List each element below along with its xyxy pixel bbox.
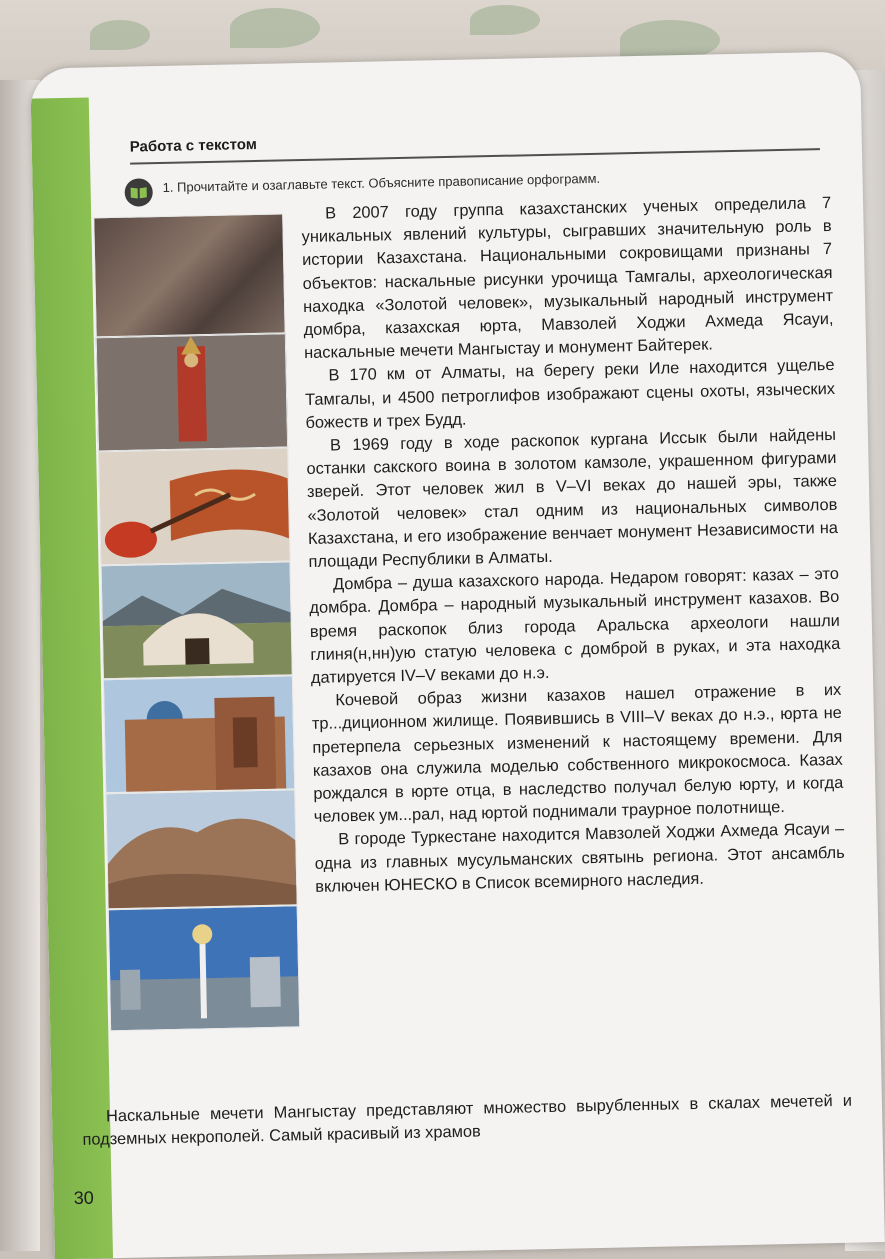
yurt-photo <box>101 561 293 679</box>
page-number: 30 <box>73 1187 94 1209</box>
book-icon <box>124 178 153 207</box>
paragraph: В 1969 году в ходе раскопок кургана Иссык были найдены останки сакского воина в золотом камзоле, украшенном фигурами зверей. Этот человек жил в V–VI веках до нашей эры, также «Золотой человек» стал одним из национальных символов Казахстана, и его изображение венчает монумент Независимости на площади Республики в Алматы. <box>306 425 839 572</box>
paragraph: В 2007 году группа казахстанских ученых определила 7 уникальных явлений культуры, сыгравших значительную роль в истории Казахстана. Национальными сокровищами признаны 7 объектов: наскальные рисунки урочища Тамгалы, археологическая находка «Золотой человек», музыкальный народный инструмент домбра, казахская юрта, Мавзолей Ходжи Ахмеда Ясауи, наскальные мечети Мангыстау и монумент Байтерек. <box>301 193 834 363</box>
paragraph: Наскальные мечети Мангыстау представляют множество вырубленных в скалах мечетей и подземных некрополей. Самый красивый из храмов <box>82 1091 853 1150</box>
textbook-page <box>30 51 885 1259</box>
paragraph: Домбра – душа казахского народа. Недаром говорят: казах – это домбра. Домбра – народный музыкальный инструмент казахов. Во время раскопок близ города Аральска археологи нашли глиня(н,нн)ую статую человека с домброй в руках, и эта находка датируется IV–V веками до н.э. <box>309 565 841 688</box>
paragraph: В 170 км от Алматы, на берегу реки Иле находится ущелье Тамгалы, и 4500 петроглифов изображают сцены охоты, языческих божеств и трех Будд. <box>304 356 836 432</box>
section-heading: Работа с текстом <box>129 135 258 156</box>
task-instruction: 1. Прочитайте и озаглавьте текст. Объясните правописание орфограмм. <box>162 170 601 195</box>
leaf-pattern <box>90 20 150 50</box>
dombra-photo <box>98 447 290 565</box>
main-text <box>301 192 845 899</box>
photo-column <box>93 213 283 217</box>
leaf-pattern <box>230 8 320 48</box>
paragraph: В городе Туркестане находится Мавзолей Ходжи Ахмеда Ясауи – одна из главных мусульманских святынь региона. Этот ансамбль включен ЮНЕСКО в Список всемирного наследия. <box>314 820 845 896</box>
mausoleum-photo <box>103 675 295 793</box>
bottom-text <box>82 1090 853 1153</box>
leaf-pattern <box>470 5 540 35</box>
petroglyphs-photo <box>93 213 285 337</box>
golden-man-photo <box>96 333 288 451</box>
baiterek-photo <box>108 905 301 1031</box>
mangystau-photo <box>105 789 297 909</box>
paragraph: Кочевой образ жизни казахов нашел отражение в их тр...диционном жилище. Появившись в VIII–V веках до н.э., юрта не претерпела серьезных изменений к настоящему времени. Для казахов она служила моделью собственного микрокосмоса. Казах рождался в юрте отца, в наследство получал белую юрту, и когда человек ум...рал, над юртой поднимали траурное полотнище. <box>311 681 844 827</box>
